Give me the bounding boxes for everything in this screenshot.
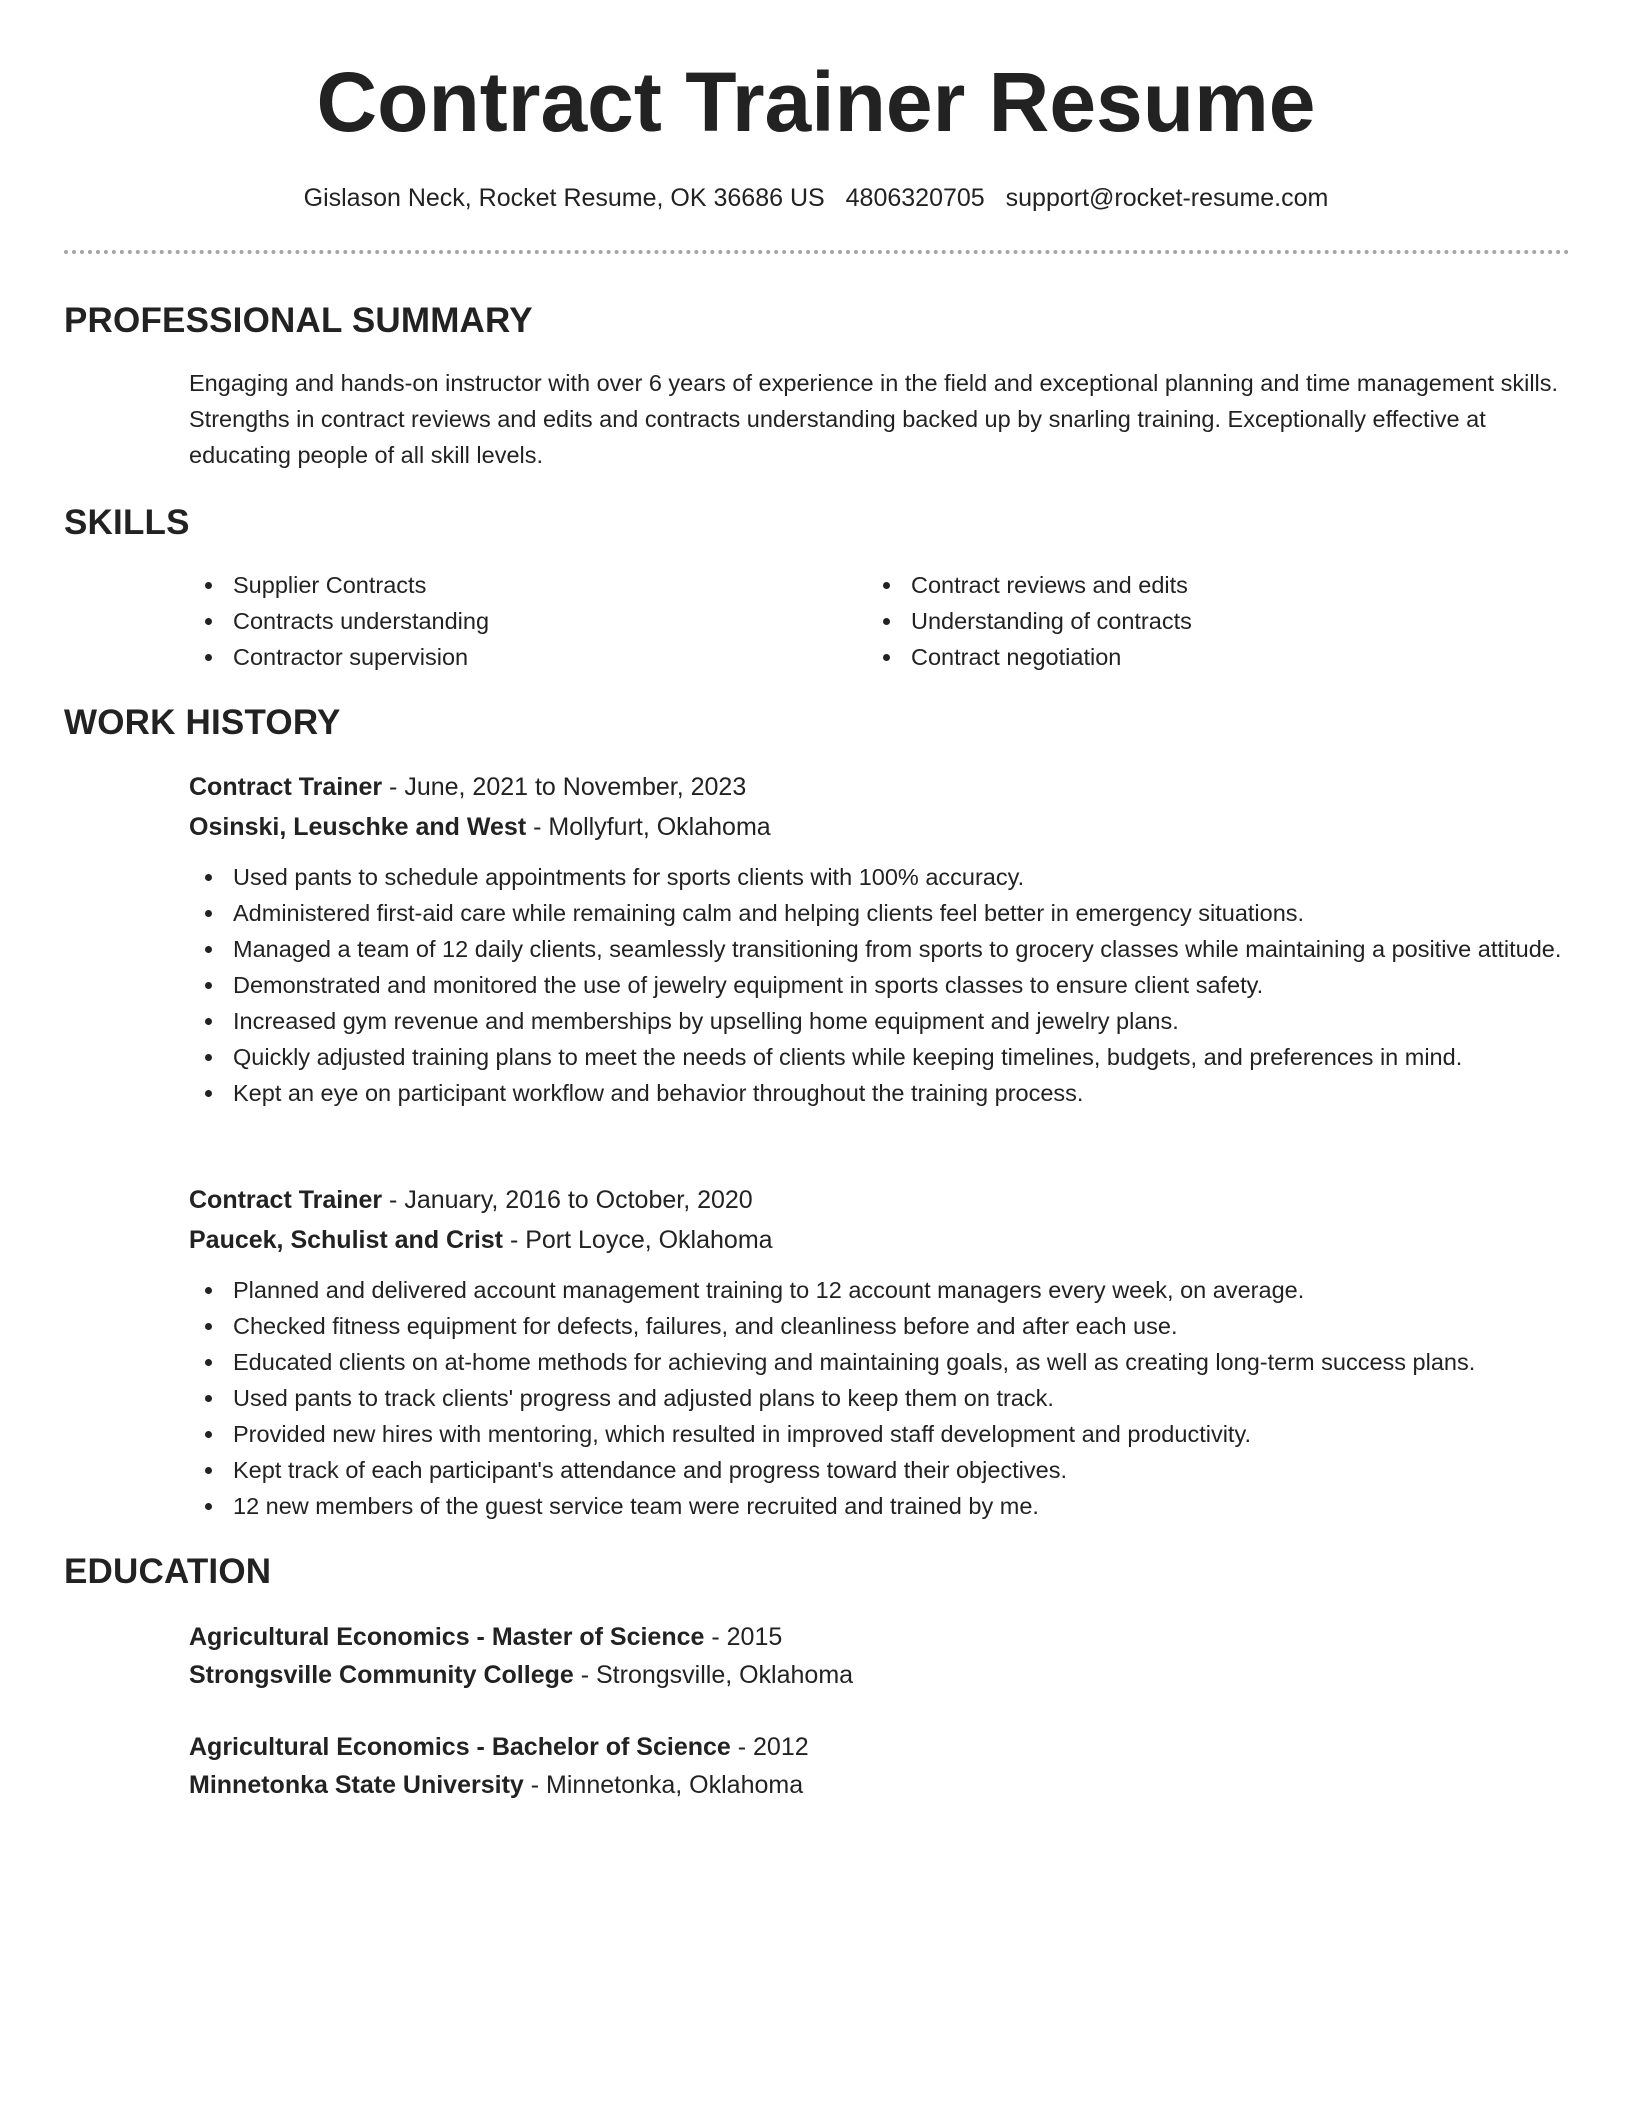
job-bullet: Checked fitness equipment for defects, failures, and cleanliness before and after each use. [189,1308,1569,1344]
summary-section [189,365,1569,473]
education-degree-line [189,1728,1569,1766]
skills-heading: SKILLS [64,503,190,542]
skill-item: Understanding of contracts [867,603,1507,639]
summary-text: Engaging and hands-on instructor with over 6 years of experience in the field and exceptional planning and time management skills. Strengths in contract reviews and edits and contracts understanding backed up by snarling training. Exceptionally effective at educating people of all skill levels. [189,370,1559,468]
education-heading: EDUCATION [64,1552,272,1591]
job-bullet: Increased gym revenue and memberships by upselling home equipment and jewelry plans. [189,1003,1569,1039]
skill-item: Contracts understanding [189,603,829,639]
contact-address: Gislason Neck, Rocket Resume, OK 36686 US [303,184,825,212]
job-bullet: Planned and delivered account management training to 12 account managers every week, on average. [189,1272,1569,1308]
job-bullet: Administered first-aid care while remaining calm and helping clients feel better in emergency situations. [189,895,1569,931]
job-bullets [189,1272,1569,1524]
contact-email: support@rocket-resume.com [1005,184,1329,212]
job-entry [189,767,1569,1111]
job-location: - Mollyfurt, Oklahoma [526,813,771,841]
job-bullet: Managed a team of 12 daily clients, seamlessly transitioning from sports to grocery classes while maintaining a positive attitude. [189,931,1569,967]
education-entry [189,1728,1569,1804]
education-school-line [189,1766,1569,1804]
job-bullet: 12 new members of the guest service team were recruited and trained by me. [189,1488,1569,1524]
job-title-line [189,1180,1569,1220]
job-dates: - June, 2021 to November, 2023 [382,773,747,801]
job-bullet: Provided new hires with mentoring, which resulted in improved staff development and productivity. [189,1416,1569,1452]
education-school: Strongsville Community College [189,1661,574,1689]
job-entry [189,1180,1569,1524]
skill-item: Contract negotiation [867,639,1507,675]
education-year: - 2015 [704,1623,783,1651]
summary-heading: PROFESSIONAL SUMMARY [64,301,533,340]
education-degree: Agricultural Economics - Bachelor of Science [189,1733,731,1761]
job-company: Paucek, Schulist and Crist [189,1226,503,1254]
job-bullets [189,859,1569,1111]
job-title: Contract Trainer [189,773,383,801]
job-bullet: Demonstrated and monitored the use of jewelry equipment in sports classes to ensure client safety. [189,967,1569,1003]
job-bullet: Educated clients on at-home methods for achieving and maintaining goals, as well as creating long-term success plans. [189,1344,1569,1380]
education-location: - Minnetonka, Oklahoma [523,1771,804,1799]
education-entry [189,1618,1569,1694]
education-school: Minnetonka State University [189,1771,524,1799]
skills-right-column [867,567,1507,675]
skills-left-list [189,567,829,675]
job-bullet: Used pants to schedule appointments for sports clients with 100% accuracy. [189,859,1569,895]
job-company-line [189,807,1569,847]
education-school-line [189,1656,1569,1694]
education-degree: Agricultural Economics - Master of Science [189,1623,705,1651]
job-dates: - January, 2016 to October, 2020 [382,1186,753,1214]
job-bullet: Kept track of each participant's attendance and progress toward their objectives. [189,1452,1569,1488]
job-company-line [189,1220,1569,1260]
education-degree-line [189,1618,1569,1656]
education-location: - Strongsville, Oklahoma [573,1661,854,1689]
job-title: Contract Trainer [189,1186,383,1214]
job-location: - Port Loyce, Oklahoma [503,1226,773,1254]
header-divider [64,250,1570,254]
skill-item: Supplier Contracts [189,567,829,603]
job-company: Osinski, Leuschke and West [189,813,527,841]
job-bullet: Quickly adjusted training plans to meet the needs of clients while keeping timelines, budgets, and preferences in mind. [189,1039,1569,1075]
contact-phone: 4806320705 [845,184,985,212]
resume-title: Contract Trainer Resume [316,55,1316,149]
skills-right-list [867,567,1507,675]
work-history-heading: WORK HISTORY [64,703,341,742]
job-bullet: Used pants to track clients' progress and adjusted plans to keep them on track. [189,1380,1569,1416]
education-year: - 2012 [730,1733,809,1761]
job-bullet: Kept an eye on participant workflow and behavior throughout the training process. [189,1075,1569,1111]
job-title-line [189,767,1569,807]
contact-line [0,180,1632,216]
skill-item: Contract reviews and edits [867,567,1507,603]
skill-item: Contractor supervision [189,639,829,675]
skills-left-column [189,567,829,675]
